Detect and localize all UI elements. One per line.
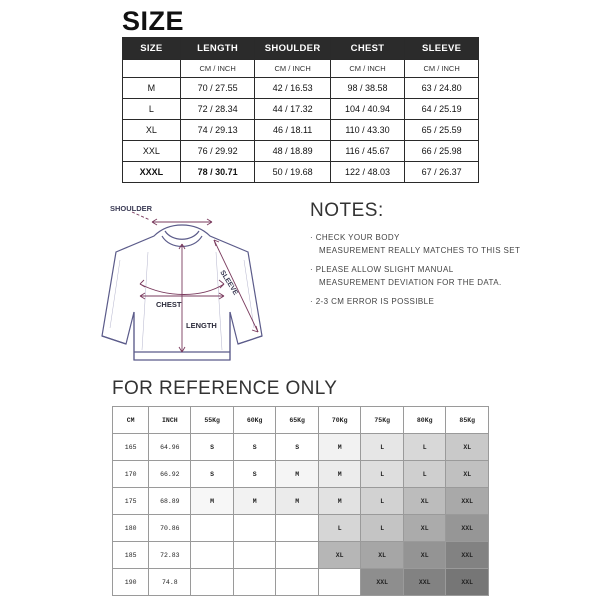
unit-cell-size	[123, 60, 181, 78]
ref-cell: XL	[446, 434, 489, 461]
ref-cell: L	[361, 434, 404, 461]
ref-cell-cm: 170	[113, 461, 149, 488]
shoulder-measure-line	[132, 212, 212, 225]
ref-col-header-80kg: 80Kg	[403, 407, 446, 434]
ref-cell-cm: 165	[113, 434, 149, 461]
shoulder-label: SHOULDER	[110, 204, 153, 213]
cell-length: 74 / 29.13	[180, 120, 255, 141]
size-table	[122, 37, 479, 183]
cell-shoulder: 44 / 17.32	[255, 99, 330, 120]
note-bullet-icon: ·	[310, 264, 316, 274]
cell-shoulder: 50 / 19.68	[255, 162, 330, 183]
col-header-shoulder: SHOULDER	[255, 38, 330, 60]
ref-cell: XL	[318, 542, 361, 569]
cell-chest: 122 / 48.03	[330, 162, 404, 183]
ref-col-header-75kg: 75Kg	[361, 407, 404, 434]
ref-cell-inch: 66.92	[149, 461, 191, 488]
ref-cell	[276, 542, 319, 569]
note-line-1	[310, 266, 590, 275]
ref-cell: XXL	[361, 569, 404, 596]
ref-cell: M	[318, 461, 361, 488]
ref-cell: XXL	[446, 488, 489, 515]
ref-cell: S	[276, 434, 319, 461]
ref-cell-inch: 72.83	[149, 542, 191, 569]
cell-chest: 104 / 40.94	[330, 99, 404, 120]
cell-sleeve: 66 / 25.98	[405, 141, 479, 162]
cell-size: M	[123, 78, 181, 99]
ref-col-header-55kg: 55Kg	[191, 407, 234, 434]
ref-cell	[191, 515, 234, 542]
cell-sleeve: 65 / 25.59	[405, 120, 479, 141]
shirt-diagram	[62, 200, 312, 370]
ref-cell-cm: 175	[113, 488, 149, 515]
ref-cell: L	[318, 515, 361, 542]
notes-section	[310, 200, 590, 309]
note-line-1	[310, 234, 590, 243]
col-header-size: SIZE	[123, 38, 181, 60]
ref-cell	[191, 542, 234, 569]
note-line-2: MEASUREMENT REALLY MATCHES TO THIS SET	[319, 245, 521, 255]
reference-title: FOR REFERENCE ONLY	[112, 378, 338, 399]
ref-cell: M	[191, 488, 234, 515]
ref-cell: S	[191, 461, 234, 488]
note-text: CHECK YOUR BODY	[315, 233, 400, 242]
cell-size: XXL	[123, 141, 181, 162]
table-row	[123, 99, 479, 120]
shirt-svg	[62, 200, 312, 370]
table-row	[123, 120, 479, 141]
ref-cell: XL	[361, 542, 404, 569]
ref-col-header-60kg: 60Kg	[233, 407, 276, 434]
cell-length: 70 / 27.55	[180, 78, 255, 99]
table-row	[123, 162, 479, 183]
ref-cell: M	[318, 434, 361, 461]
reference-table	[112, 406, 489, 596]
cell-size: L	[123, 99, 181, 120]
unit-cell-length: CM / INCH	[180, 60, 255, 78]
unit-cell-chest: CM / INCH	[330, 60, 404, 78]
col-header-chest: CHEST	[330, 38, 404, 60]
cell-size: XXXL	[123, 162, 181, 183]
ref-cell	[276, 515, 319, 542]
notes-title: NOTES:	[310, 200, 384, 221]
sleeve-label: SLEEVE	[218, 269, 239, 297]
ref-cell	[191, 569, 234, 596]
unit-cell-shoulder: CM / INCH	[255, 60, 330, 78]
ref-cell-inch: 70.86	[149, 515, 191, 542]
col-header-length: LENGTH	[180, 38, 255, 60]
note-bullet-icon: ·	[310, 296, 316, 306]
ref-cell: L	[403, 461, 446, 488]
ref-cell: L	[361, 488, 404, 515]
ref-col-header-cm: CM	[113, 407, 149, 434]
note-item	[310, 298, 590, 307]
ref-cell: L	[361, 461, 404, 488]
ref-cell-cm: 190	[113, 569, 149, 596]
size-table-head	[123, 38, 479, 60]
ref-cell	[276, 569, 319, 596]
table-header-row	[123, 38, 479, 60]
ref-cell: XXL	[446, 542, 489, 569]
ref-cell: XXL	[446, 569, 489, 596]
table-header-row	[113, 407, 489, 434]
ref-cell: M	[233, 488, 276, 515]
cell-chest: 98 / 38.58	[330, 78, 404, 99]
table-row	[123, 78, 479, 99]
ref-cell: L	[361, 515, 404, 542]
note-text: 2-3 CM ERROR IS POSSIBLE	[315, 296, 435, 306]
length-label: LENGTH	[186, 321, 217, 330]
table-row	[113, 569, 489, 596]
length-measure-line	[179, 244, 185, 352]
ref-cell: M	[276, 488, 319, 515]
ref-col-header-65kg: 65Kg	[276, 407, 319, 434]
note-text: PLEASE ALLOW SLIGHT MANUAL	[315, 264, 454, 274]
ref-col-header-85kg: 85Kg	[446, 407, 489, 434]
note-item	[310, 266, 590, 287]
page-title: SIZE	[122, 6, 185, 36]
ref-cell: S	[233, 434, 276, 461]
ref-cell	[233, 569, 276, 596]
table-row	[113, 488, 489, 515]
ref-cell: XL	[403, 488, 446, 515]
note-line-1	[310, 298, 590, 307]
size-table-body	[123, 60, 479, 183]
ref-col-header-inch: INCH	[149, 407, 191, 434]
cell-length: 76 / 29.92	[180, 141, 255, 162]
ref-cell: M	[276, 461, 319, 488]
ref-col-header-70kg: 70Kg	[318, 407, 361, 434]
col-header-sleeve: SLEEVE	[405, 38, 479, 60]
cell-sleeve: 63 / 24.80	[405, 78, 479, 99]
cell-chest: 116 / 45.67	[330, 141, 404, 162]
ref-cell-cm: 180	[113, 515, 149, 542]
ref-cell: S	[191, 434, 234, 461]
ref-cell: M	[318, 488, 361, 515]
table-row	[113, 515, 489, 542]
cell-sleeve: 67 / 26.37	[405, 162, 479, 183]
ref-cell: XL	[403, 515, 446, 542]
ref-cell: S	[233, 461, 276, 488]
ref-cell-inch: 74.8	[149, 569, 191, 596]
note-item	[310, 234, 590, 255]
cell-length: 72 / 28.34	[180, 99, 255, 120]
ref-cell-cm: 185	[113, 542, 149, 569]
ref-cell	[233, 515, 276, 542]
cell-size: XL	[123, 120, 181, 141]
table-row	[113, 434, 489, 461]
cell-shoulder: 46 / 18.11	[255, 120, 330, 141]
cell-sleeve: 64 / 25.19	[405, 99, 479, 120]
unit-cell-sleeve: CM / INCH	[405, 60, 479, 78]
ref-cell: XXL	[446, 515, 489, 542]
note-line-2: MEASUREMENT DEVIATION FOR THE DATA.	[319, 277, 502, 287]
ref-cell: XL	[403, 542, 446, 569]
ref-cell: L	[403, 434, 446, 461]
ref-cell	[318, 569, 361, 596]
unit-row	[123, 60, 479, 78]
table-row	[113, 461, 489, 488]
ref-cell-inch: 64.96	[149, 434, 191, 461]
cell-length: 78 / 30.71	[180, 162, 255, 183]
ref-cell: XXL	[403, 569, 446, 596]
ref-cell: XL	[446, 461, 489, 488]
table-row	[123, 141, 479, 162]
cell-shoulder: 48 / 18.89	[255, 141, 330, 162]
chest-label: CHEST	[156, 300, 182, 309]
ref-cell-inch: 68.89	[149, 488, 191, 515]
note-bullet-icon: ·	[310, 233, 316, 242]
reference-table-head	[113, 407, 489, 434]
table-row	[113, 542, 489, 569]
cell-shoulder: 42 / 16.53	[255, 78, 330, 99]
reference-table-body	[113, 434, 489, 596]
cell-chest: 110 / 43.30	[330, 120, 404, 141]
ref-cell	[233, 542, 276, 569]
